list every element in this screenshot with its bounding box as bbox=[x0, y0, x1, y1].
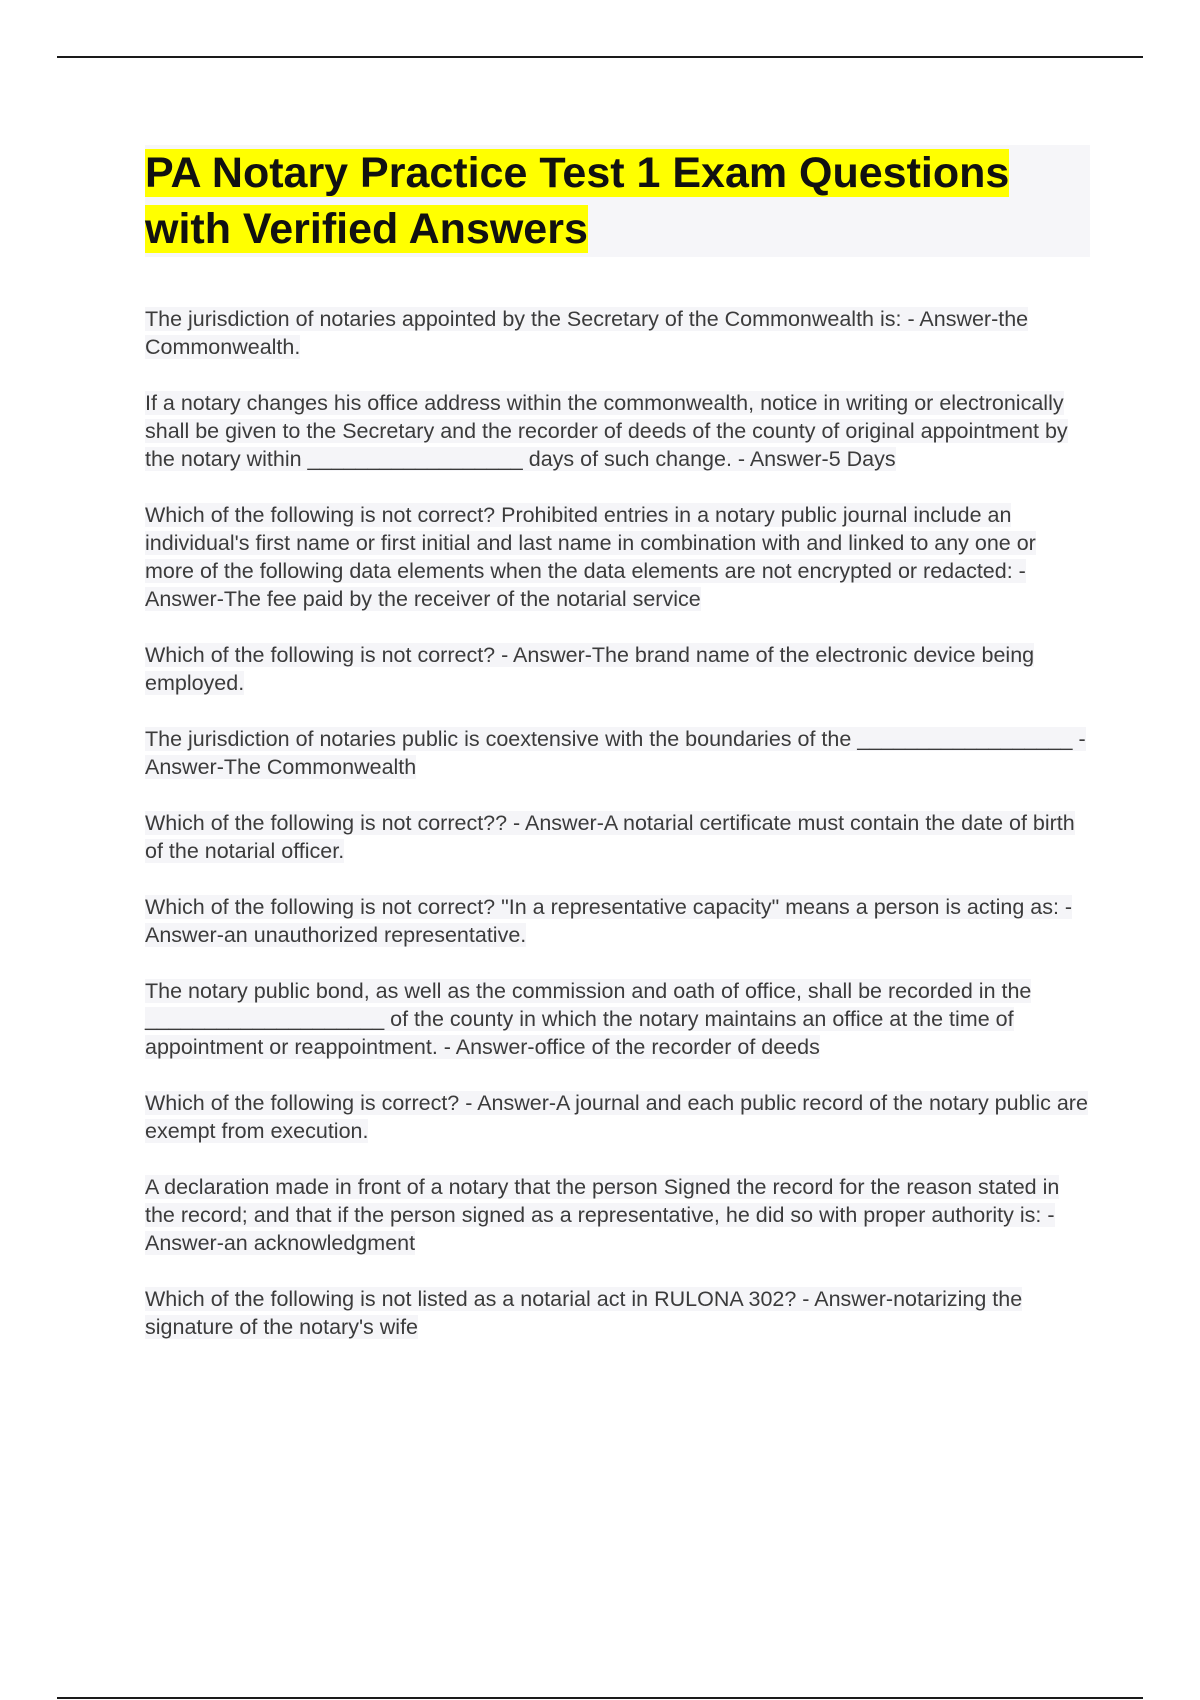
qa-item: The jurisdiction of notaries appointed by the Secretary of the Commonwealth is: - Answer-the Commonwealth. bbox=[145, 307, 1029, 359]
qa-item: Which of the following is correct? - Answer-A journal and each public record of the notary public are exempt from execution. bbox=[145, 1091, 1088, 1143]
document-body bbox=[145, 145, 1090, 1369]
qa-item: Which of the following is not correct? - Answer-The brand name of the electronic device being employed. bbox=[145, 643, 1035, 695]
qa-item: The notary public bond, as well as the commission and oath of office, shall be recorded in the ____________________ of the county in which the notary maintains an office at the time of appointment or reappointment. - Answer-office of the recorder of deeds bbox=[145, 979, 1032, 1059]
document-title: PA Notary Practice Test 1 Exam Questions with Verified Answers bbox=[145, 149, 1010, 253]
bottom-rule bbox=[57, 1697, 1143, 1699]
qa-item: If a notary changes his office address within the commonwealth, notice in writing or electronically shall be given to the Secretary and the recorder of deeds of the county of original appointment by the notary within __________________ days of such change. - Answer-5 Days bbox=[145, 391, 1068, 471]
qa-item: Which of the following is not correct? Prohibited entries in a notary public journal include an individual's first name or first initial and last name in combination with and linked to any one or more of the following data elements when the data elements are not encrypted or redacted: - Answer-The fee paid by the receiver of the notarial service bbox=[145, 503, 1036, 611]
qa-item: Which of the following is not correct? "In a representative capacity" means a person is acting as: - Answer-an unauthorized representative. bbox=[145, 895, 1073, 947]
top-rule bbox=[57, 56, 1143, 58]
qa-item: A declaration made in front of a notary that the person Signed the record for the reason stated in the record; and that if the person signed as a representative, he did so with proper authority is: - Answer-an acknowledgment bbox=[145, 1175, 1060, 1255]
qa-item: Which of the following is not listed as a notarial act in RULONA 302? - Answer-notarizing the signature of the notary's wife bbox=[145, 1287, 1023, 1339]
qa-list bbox=[145, 305, 1090, 1341]
title-block bbox=[145, 145, 1090, 257]
qa-item: The jurisdiction of notaries public is coextensive with the boundaries of the __________________ - Answer-The Commonwealth bbox=[145, 727, 1086, 779]
qa-item: Which of the following is not correct?? - Answer-A notarial certificate must contain the date of birth of the notarial officer. bbox=[145, 811, 1075, 863]
